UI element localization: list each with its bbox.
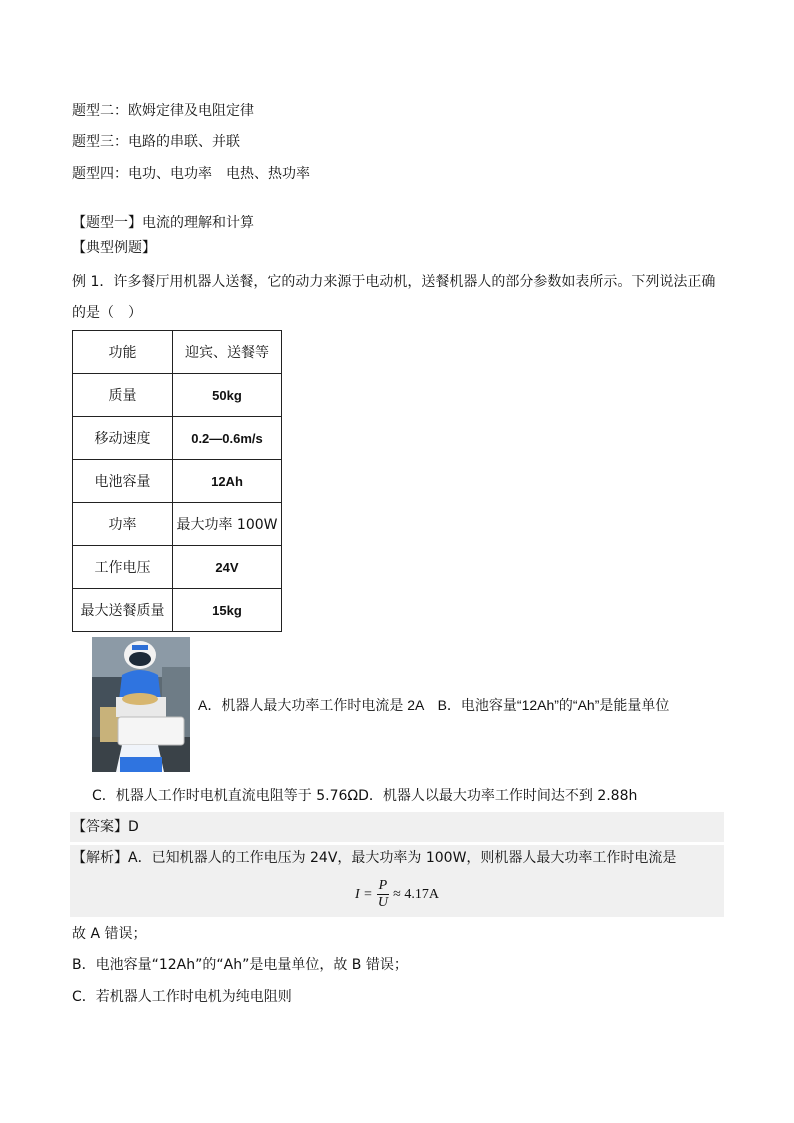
table-value: 24V xyxy=(173,546,282,589)
options-c-d: C．机器人工作时电机直流电阻等于 5.76ΩD．机器人以最大功率工作时间达不到 2.88h xyxy=(92,788,638,804)
formula-lhs: I = xyxy=(355,886,373,902)
question-line-2: 的是（ ） xyxy=(72,305,142,321)
formula-rhs: ≈ 4.17A xyxy=(393,886,439,902)
table-key: 质量 xyxy=(73,374,173,417)
table-row xyxy=(73,503,282,546)
topic-3: 题型三：电路的串联、并联 xyxy=(72,134,240,150)
answer-block xyxy=(70,812,724,842)
table-value: 15kg xyxy=(173,589,282,632)
table-key: 功率 xyxy=(73,503,173,546)
table-key: 电池容量 xyxy=(73,460,173,503)
answer-text: 【答案】D xyxy=(72,819,139,835)
topic-2: 题型二：欧姆定律及电阻定律 xyxy=(72,103,254,119)
formula-numerator: P xyxy=(378,878,388,893)
table-value: 50kg xyxy=(173,374,282,417)
table-value: 0.2—0.6m/s xyxy=(173,417,282,460)
table-row xyxy=(73,331,282,374)
analysis-line-2: 故 A 错误； xyxy=(72,926,147,942)
table-row xyxy=(73,417,282,460)
options-a-b: A．机器人最大功率工作时电流是 2A B．电池容量“12Ah”的“Ah”是能量单位 xyxy=(198,697,670,713)
section-title: 【题型一】电流的理解和计算 xyxy=(72,215,254,231)
current-formula xyxy=(355,878,439,911)
analysis-line-1: 【解析】A．已知机器人的工作电压为 24V，最大功率为 100W，则机器人最大功率工作时电流是 xyxy=(72,850,677,866)
table-key: 工作电压 xyxy=(73,546,173,589)
table-value: 12Ah xyxy=(173,460,282,503)
analysis-line-4: C．若机器人工作时电机为纯电阻则 xyxy=(72,989,292,1005)
formula-fraction xyxy=(377,878,390,911)
table-key: 最大送餐质量 xyxy=(73,589,173,632)
table-value: 最大功率 100W xyxy=(173,503,282,546)
question-line-1: 例 1．许多餐厅用机器人送餐，它的动力来源于电动机，送餐机器人的部分参数如表所示。下列说法正确 xyxy=(72,274,716,290)
table-value: 迎宾、送餐等 xyxy=(173,331,282,374)
table-key: 功能 xyxy=(73,331,173,374)
robot-params-table xyxy=(72,330,282,632)
table-row xyxy=(73,546,282,589)
topic-4: 题型四：电功、电功率 电热、热功率 xyxy=(72,166,310,182)
formula-denominator: U xyxy=(377,895,388,910)
table-row xyxy=(73,589,282,632)
table-row xyxy=(73,460,282,503)
table-key: 移动速度 xyxy=(73,417,173,460)
analysis-line-3: B．电池容量“12Ah”的“Ah”是电量单位，故 B 错误； xyxy=(72,957,408,973)
table-row xyxy=(73,374,282,417)
example-heading: 【典型例题】 xyxy=(72,240,156,256)
robot-photo xyxy=(92,637,190,772)
